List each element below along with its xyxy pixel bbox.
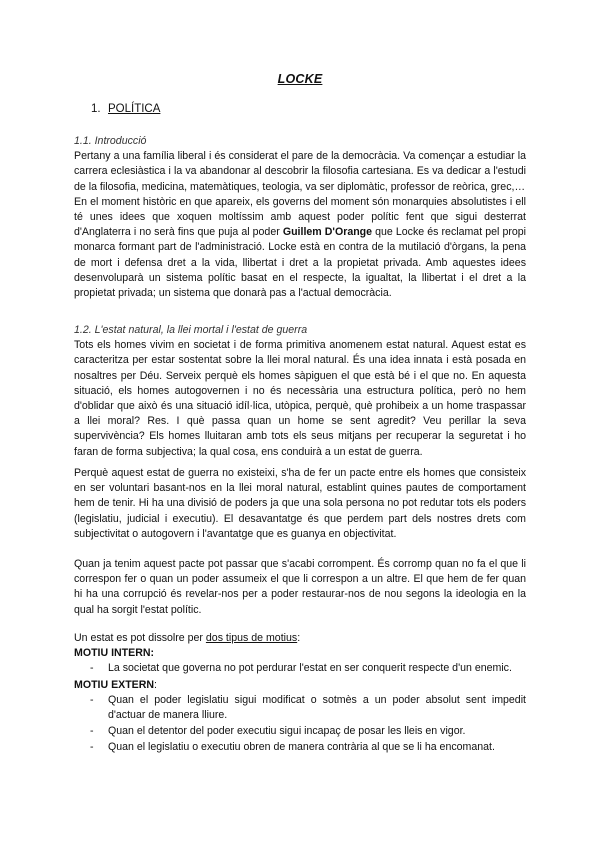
internal-reason-list (74, 661, 526, 676)
external-reason-title-suffix: : (154, 678, 157, 691)
external-reason-item: - Quan el legislatiu o executiu obren de manera contrària al que se li ha encomanat. (74, 740, 526, 755)
natural-state-paragraph-3: Quan ja tenim aquest pacte pot passar que s'acabi corrompent. És corromp quan no fa el que li correspon fer o quan un poder assumeix el que li correspon a un altre. El que hem de fer quan hi ha una corrupció és revelar-nos per a poder restaurar-nos de nou segons la ideologia en la qual ha sorgit l'estat polític. (74, 558, 526, 616)
dissolution-lead (74, 631, 526, 646)
external-reason-heading (74, 678, 526, 693)
section-number: 1. (91, 103, 101, 115)
natural-state-paragraph-3-block (74, 557, 526, 618)
internal-reason-item: - La societat que governa no pot perdurar l'estat en ser conquerit respecte d'un enemic. (74, 661, 526, 676)
section-heading (91, 103, 160, 115)
external-reason-item: - Quan el detentor del poder executiu sigui incapaç de posar les lleis en vigor. (74, 724, 526, 739)
external-reason-title: MOTIU EXTERN (74, 678, 155, 691)
intro-paragraph-2-end: que Locke és reclamat pel propi monarca formant part de l'administració. Locke està en contra de la mutilació d'òrgans, la pena de mort i defensa dret a la vida, llibertat i dret a la propietat privada. Amb aquestes idees desenvoluparà un sistema polític basat en el respecte, la igualtat, la llibertat i el dret a la propietat privada; un sistema que donarà pas a l'actual democràcia. (74, 226, 527, 300)
external-reason-list (74, 693, 526, 756)
dissolution-section (74, 631, 526, 757)
intro-paragraph-2-start: En el moment històric en que apareix, els governs del moment són monarquies absolutistes i ell té unes idees que xoquen moltíssim amb aquest poder polític fent que sigui desterrat d'Anglaterra i no serà fins que puja al poder (74, 195, 526, 239)
natural-state-paragraph-2: Perquè aquest estat de guerra no existeixi, s'ha de fer un pacte entre els homes que consisteix en ser voluntari basant-nos en la llei moral natural, establint quines pautes de comportament hem de tenir. Hi ha una divisió de poders ja que una sola persona no pot redutar tots els poders (legislatiu, judicial i executiu). El desavantatge és que perdem part dels nostres drets com subjectivitat o autogovern i l'avantatge que es guanya en objectivitat. (74, 467, 526, 540)
two-reasons-link-text: dos tipus de motius (205, 632, 298, 644)
document-title: LOCKE (277, 72, 323, 86)
natural-state-paragraph-2-block (74, 466, 526, 542)
dissolution-lead-start: Un estat es pot dissolre per (74, 632, 206, 644)
natural-state-heading: 1.2. L'estat natural, la llei mortal i l'estat de guerra (74, 324, 308, 336)
natural-state-section (74, 323, 526, 460)
intro-paragraph-1: Pertany a una família liberal i és considerat el pare de la democràcia. Va començar a estudiar la carrera eclesiàstica i la va abandonar al descobrir la filosofia cartesiana. Es va dedicar a l'estudi de la filosofia, medicina, matemàtiques, teologia, va ser diplomàtic, professor de reòrica, grec,… (74, 150, 526, 193)
internal-reason-title: MOTIU INTERN: (74, 647, 155, 660)
section-title: POLÍTICA (108, 103, 161, 115)
intro-paragraph-2 (74, 195, 526, 301)
natural-state-paragraph-1: Tots els homes vivim en societat i de forma primitiva anomenem estat natural. Aquest estat es caracteritza per estar sostentat sobre la llei moral natural. És una idea innata i està posada en nosaltres per Déu. Serveix perquè els homes sàpiguen el que està bé i el que no. En aquesta situació, els homes autogovernen i no és necessària una estructura política, però no hem d'oblidar que això és una situació idíl·lica, utòpica, perquè, què prohibeix a un home traspassar a llei moral? Res. I què passa quan un home se sent agredit? Veu perillar la seva supervivència? Els homes lluitaran amb tots els seus mitjans per recuperar la seguretat i ho faran de forma subjectiva; la qual cosa, ens conduirà a un estat de guerra. (74, 339, 526, 458)
intro-section (74, 134, 526, 301)
dissolution-lead-end: : (297, 632, 301, 644)
external-reason-item: - Quan el poder legislatiu sigui modificat o sotmès a un poder absolut sent impedit d'actuar de manera lliure. (74, 693, 526, 723)
intro-heading: 1.1. Introducció (74, 135, 147, 147)
guillem-dorange-name: Guillem D'Orange (282, 226, 373, 239)
